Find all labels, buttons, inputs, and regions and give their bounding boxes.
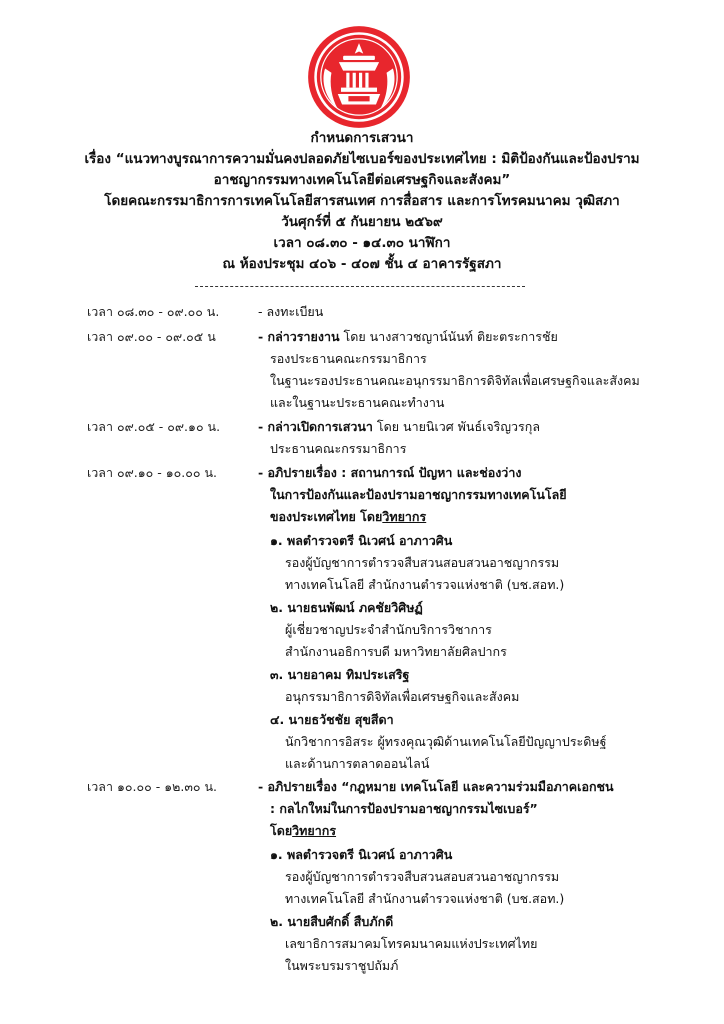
panelist-desc: ผู้เชี่ยวชาญประจำสำนักบริการวิชาการ xyxy=(285,622,492,637)
speaker-heading xyxy=(270,507,426,527)
panelist-desc: นักวิชาการอิสระ ผู้ทรงคุณวุฒิด้านเทคโนโลยีปัญญาประดิษฐ์ xyxy=(285,734,607,749)
event-venue: ณ ห้องประชุม ๔๐๖ - ๔๐๗ ชั้น ๔ อาคารรัฐสภา xyxy=(222,256,502,272)
organizer-line: โดยคณะกรรมาธิการการเทคโนโลยีสารสนเทศ การสื่อสาร และการโทรคมนาคม วุฒิสภา xyxy=(104,193,620,209)
speaker-heading xyxy=(270,821,336,841)
schedule-line: : กลไกใหม่ในการป้องปรามอาชญากรรมไซเบอร์” xyxy=(270,801,538,816)
schedule-item-detail: โดย นางสาวชญาน์นันท์ ติยะตระการชัย xyxy=(339,329,558,344)
speaker-prefix: โดย xyxy=(270,823,293,838)
panelist-name: ๒. นายสืบศักดิ์ สืบภักดี xyxy=(270,914,394,929)
schedule-item-heading: - กล่าวเปิดการเสวนา xyxy=(258,419,373,434)
panelist-name: ๓. นายอาคม ทิมประเสริฐ xyxy=(270,667,410,682)
panelist-desc: อนุกรรมาธิการดิจิทัลเพื่อเศรษฐกิจและสังคม xyxy=(285,689,520,704)
schedule-item: - ลงทะเบียน xyxy=(258,304,324,319)
panelist-desc: รองผู้บัญชาการตำรวจสืบสวนสอบสวนอาชญากรรม xyxy=(285,555,560,570)
schedule-line: ในฐานะรองประธานคณะอนุกรรมาธิการดิจิทัลเพื่อเศรษฐกิจและสังคม xyxy=(270,373,640,388)
panelist-desc: สำนักงานอธิการบดี มหาวิทยาลัยศิลปากร xyxy=(285,644,507,659)
event-time: เวลา ๐๘.๓๐ - ๑๔.๓๐ นาฬิกา xyxy=(273,235,451,251)
schedule-line: ประธานคณะกรรมาธิการ xyxy=(270,441,407,456)
schedule-line: และในฐานะประธานคณะทำงาน xyxy=(270,395,445,410)
agenda-title: กำหนดการเสวนา xyxy=(310,130,414,146)
panelist-name: ๑. พลตำรวจตรี นิเวศน์ อาภาวศิน xyxy=(270,847,453,862)
panelist-name: ๔. นายธวัชชัย สุขสีดา xyxy=(270,712,394,727)
schedule-time: เวลา ๐๘.๓๐ - ๐๙.๐๐ น. xyxy=(87,304,220,319)
panelist-desc: เลขาธิการสมาคมโทรคมนาคมแห่งประเทศไทย xyxy=(285,936,538,951)
section-divider xyxy=(195,286,525,287)
schedule-line: ในการป้องกันและป้องปรามอาชญากรรมทางเทคโนโลยี xyxy=(270,487,567,502)
panelist-desc: ทางเทคโนโลยี สำนักงานตำรวจแห่งชาติ (บช.สอท.) xyxy=(285,891,565,906)
schedule-item-heading: - อภิปรายเรื่อง “กฎหมาย เทคโนโลยี และความร่วมมือภาคเอกชน xyxy=(258,779,614,794)
schedule-item-detail: โดย นายนิเวศ พันธ์เจริญวรกุล xyxy=(372,419,540,434)
schedule-time: เวลา ๑๐.๐๐ - ๑๒.๓๐ น. xyxy=(87,779,218,794)
panelist-desc: ทางเทคโนโลยี สำนักงานตำรวจแห่งชาติ (บช.สอท.) xyxy=(285,577,565,592)
schedule-item-heading: - กล่าวรายงาน xyxy=(258,329,340,344)
schedule-time: เวลา ๐๙.๐๐ - ๐๙.๐๕ น xyxy=(87,329,216,344)
schedule-item-heading: - อภิปรายเรื่อง : สถานการณ์ ปัญหา และช่องว่าง xyxy=(258,465,522,480)
panelist-desc: ในพระบรมราชูปถัมภ์ xyxy=(285,958,399,973)
speaker-label: วิทยากร xyxy=(382,509,427,524)
schedule-item xyxy=(258,327,558,347)
schedule-time: เวลา ๐๙.๑๐ - ๑๐.๐๐ น. xyxy=(87,465,218,480)
topic-line-1: เรื่อง “แนวทางบูรณาการความมั่นคงปลอดภัยไซเบอร์ของประเทศไทย : มิติป้องกันและป้องปราม xyxy=(84,151,640,167)
panelist-desc: และด้านการตลาดออนไลน์ xyxy=(285,756,430,771)
panelist-name: ๒. นายธนพัฒน์ ภคชัยวิศิษฏ์ xyxy=(270,600,423,615)
parliament-seal-icon xyxy=(306,24,412,130)
speaker-prefix: ของประเทศไทย โดย xyxy=(270,509,383,524)
topic-line-2: อาชญากรรมทางเทคโนโลยีต่อเศรษฐกิจและสังคม” xyxy=(213,172,511,188)
schedule-line: รองประธานคณะกรรมาธิการ xyxy=(270,351,427,366)
panelist-name: ๑. พลตำรวจตรี นิเวศน์ อาภาวศิน xyxy=(270,533,453,548)
speaker-label: วิทยากร xyxy=(292,823,337,838)
panelist-desc: รองผู้บัญชาการตำรวจสืบสวนสอบสวนอาชญากรรม xyxy=(285,869,560,884)
event-date: วันศุกร์ที่ ๕ กันยายน ๒๕๖๙ xyxy=(281,214,443,230)
schedule-item xyxy=(258,417,540,437)
schedule-time: เวลา ๐๙.๐๕ - ๐๙.๑๐ น. xyxy=(87,419,221,434)
